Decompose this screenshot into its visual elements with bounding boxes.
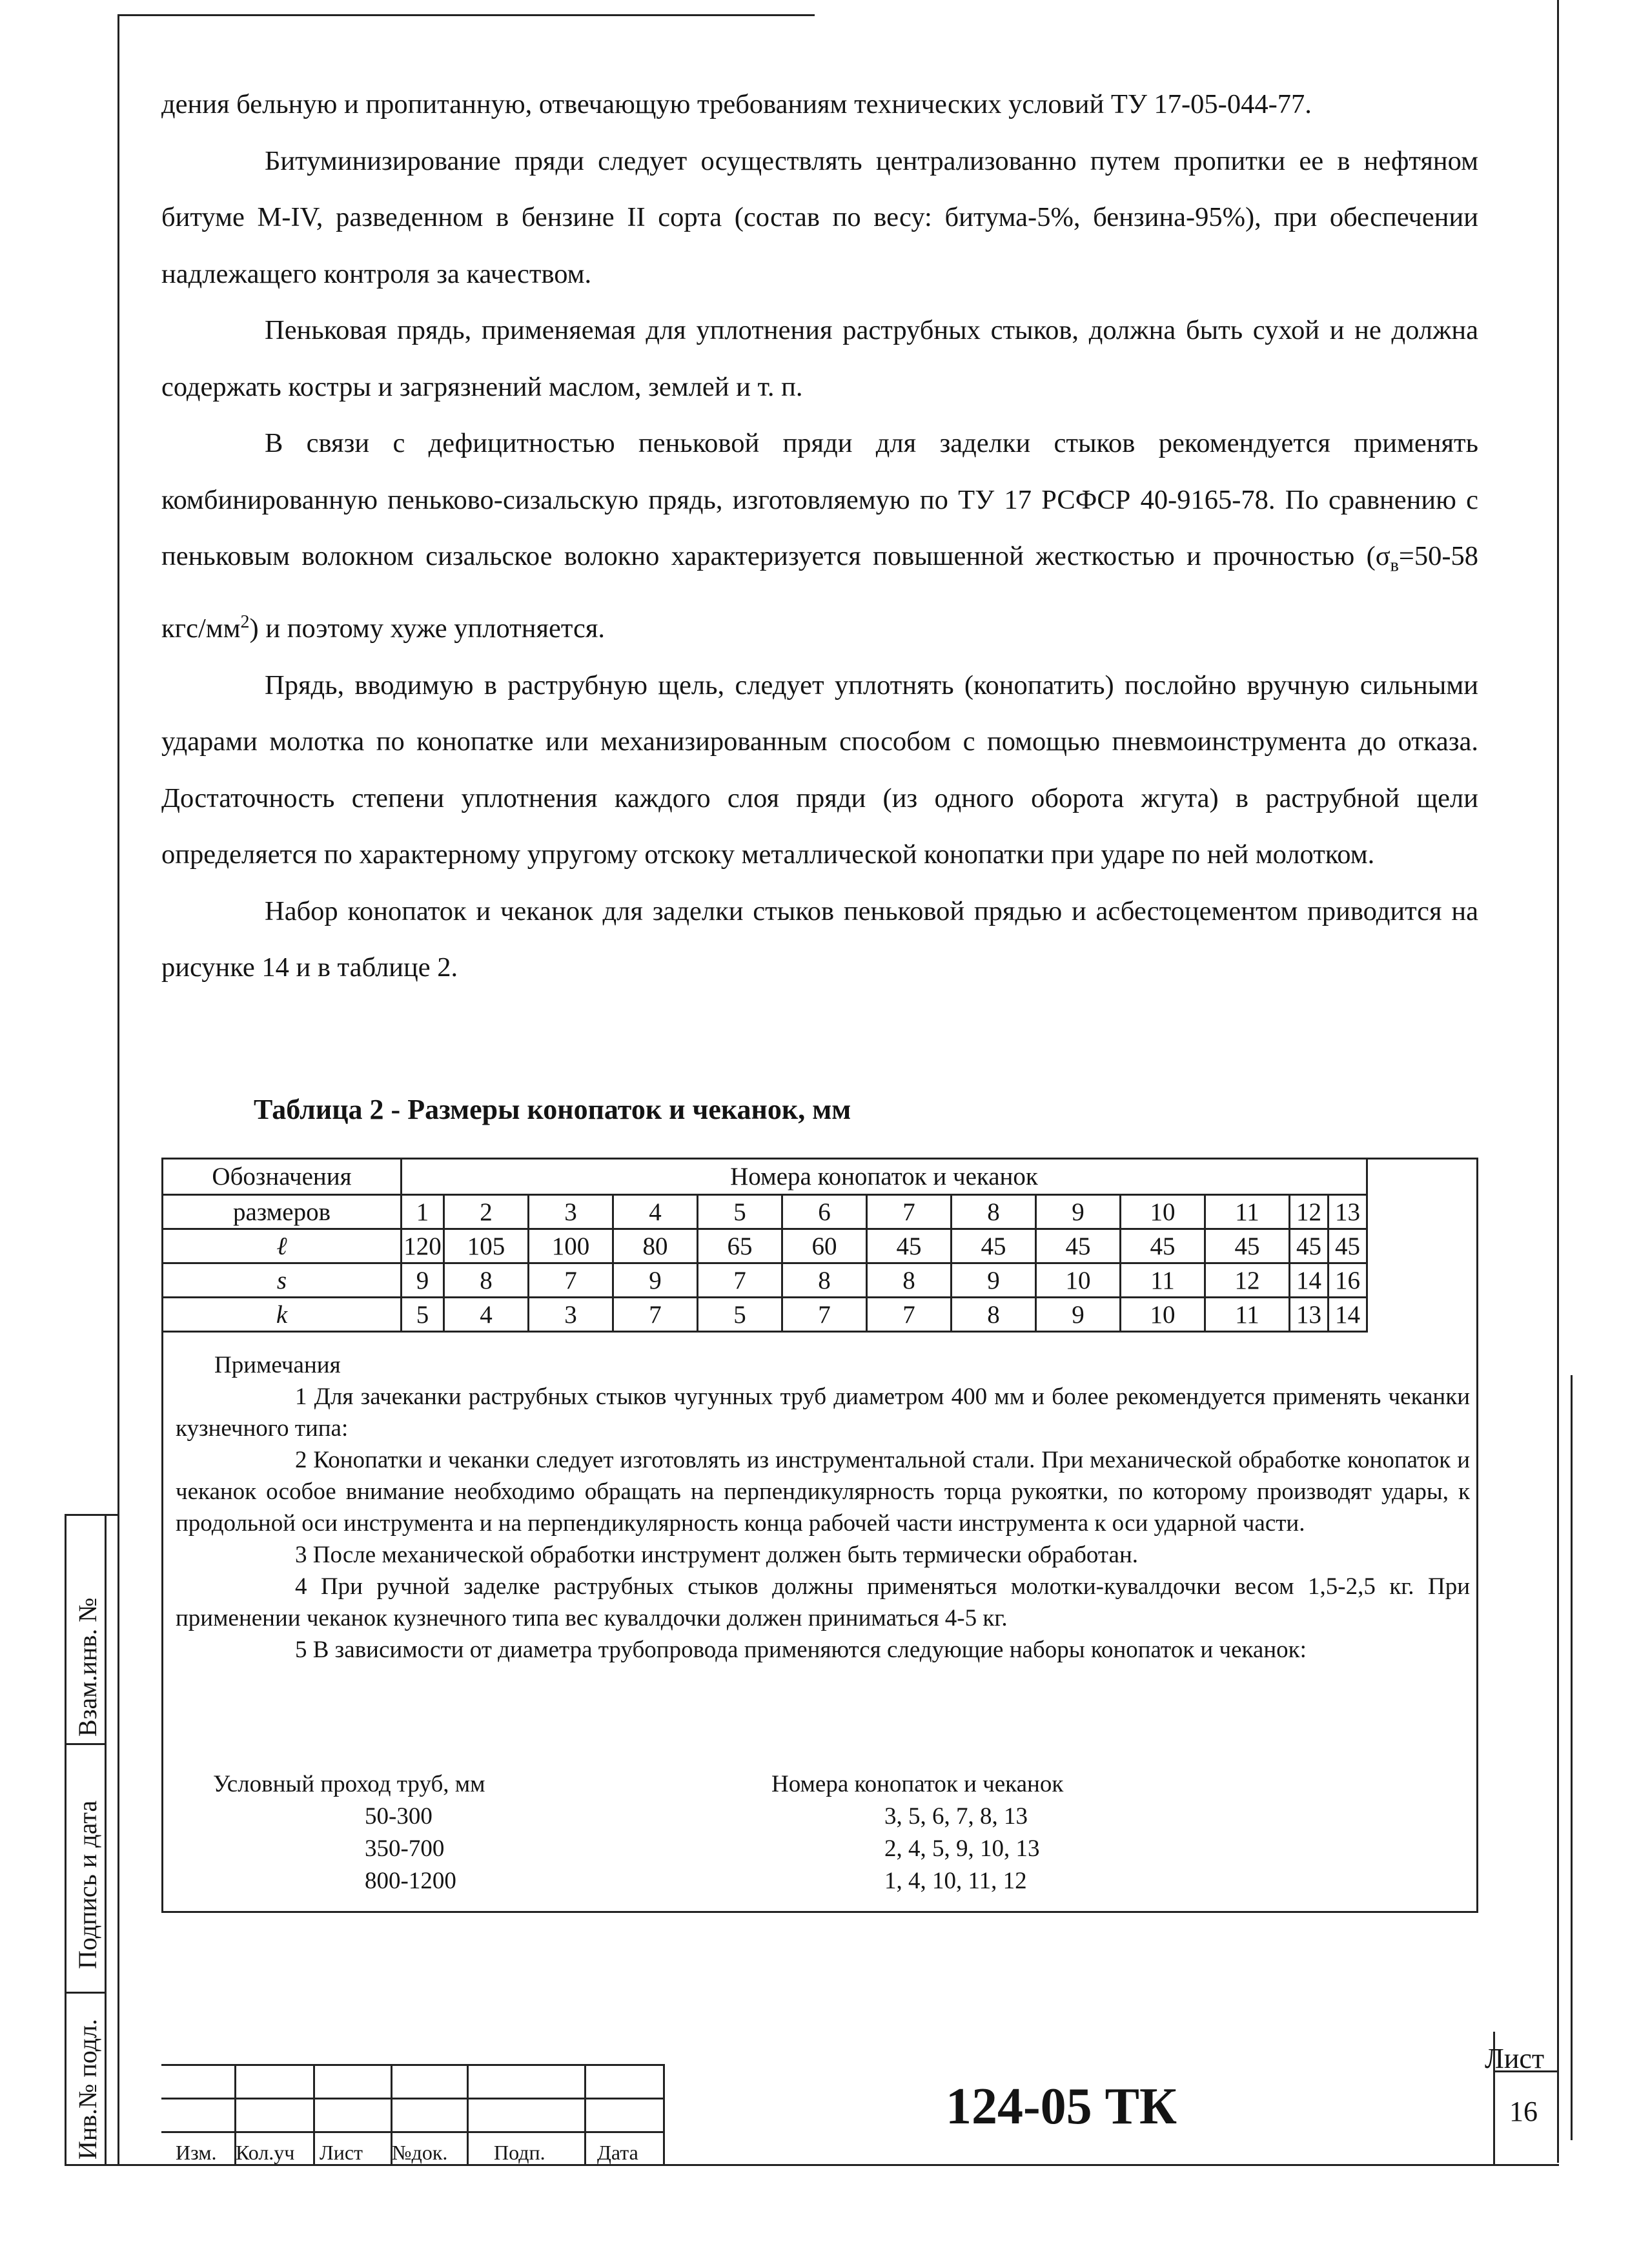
sets-header-numbers: Номера конопаток и чеканок: [771, 1771, 1064, 1797]
table-cell: 45: [1036, 1229, 1121, 1263]
table-cell: 9: [402, 1263, 444, 1298]
set-nums: 3, 5, 6, 7, 8, 13: [884, 1803, 1028, 1830]
column-number: 13: [1329, 1195, 1367, 1229]
column-number: 2: [444, 1195, 529, 1229]
side-label-signature-date: Подпись и дата: [73, 1800, 102, 1969]
column-number: 6: [782, 1195, 867, 1229]
paragraph-5: Прядь, вводимую в раструбную щель, следует уплотнять (конопатить) послойно вручную сильными ударами молотка по конопатке или механизированным способом с помощью пневмоинструмента до отказа. Достаточность степени уплотнения каждого слоя пряди (из одного оборота жгута) в раструбной щели определяется по характерному упругому отскоку металлической конопатки при ударе по ней молотком.: [161, 669, 1478, 870]
column-number: 3: [529, 1195, 613, 1229]
table-cell: 7: [529, 1263, 613, 1298]
stamp-label-signature: Подп.: [494, 2141, 545, 2164]
column-number: 1: [402, 1195, 444, 1229]
column-number: 11: [1205, 1195, 1290, 1229]
table-cell: 5: [698, 1298, 782, 1332]
stamp-label-date: Дата: [597, 2141, 638, 2164]
table-cell: 9: [1036, 1298, 1121, 1332]
stamp-label-sheet: Лист: [320, 2141, 363, 2164]
column-number: 12: [1290, 1195, 1329, 1229]
size-symbol: ℓ: [163, 1229, 402, 1263]
table-cell: 5: [402, 1298, 444, 1332]
table-cell: 14: [1290, 1263, 1329, 1298]
frame-right-inner-line: [1571, 1375, 1573, 2140]
table-cell: 45: [1121, 1229, 1205, 1263]
note-4: 4 При ручной заделке раструбных стыков должны применяться молотки-кувалдочки весом 1,5-2,5 кг. При применении чеканок кузнечного типа вес кувалдочки должен приниматься 4-5 кг.: [176, 1573, 1470, 1631]
paragraph-1: дения бельную и пропитанную, отвечающую требованиям технических условий ТУ 17-05-044-77.: [161, 89, 1312, 119]
table-cell: 11: [1205, 1298, 1290, 1332]
frame-top-line: [117, 14, 815, 16]
table-cell: 8: [444, 1263, 529, 1298]
paragraph-3: Пеньковая прядь, применяемая для уплотнения раструбных стыков, должна быть сухой и не должна содержать костры и загрязнений маслом, землей и т. п.: [161, 315, 1478, 402]
table-cell: 16: [1329, 1263, 1367, 1298]
paragraph-4: В связи с дефицитностью пеньковой пряди для заделки стыков рекомендуется применять комбинированную пеньково-сизальскую прядь, изготовляемую по ТУ 17 РСФСР 40-9165-78. По сравнению с пеньковым волокном сизальское волокно характеризуется повышенной жесткостью и прочностью ($\sigma_в=50-58$ кгс/$мм^2$) и поэтому хуже уплотняется.: [161, 428, 1478, 644]
table-cell: 13: [1290, 1298, 1329, 1332]
size-symbol: s: [163, 1263, 402, 1298]
set-dn: 800-1200: [365, 1868, 456, 1894]
table-cell: 45: [1329, 1229, 1367, 1263]
table-cell: 80: [613, 1229, 698, 1263]
table-cell: 45: [1290, 1229, 1329, 1263]
stamp-label-change: Изм.: [176, 2141, 217, 2164]
table-cell: 9: [613, 1263, 698, 1298]
set-nums: 2, 4, 5, 9, 10, 13: [884, 1835, 1040, 1862]
table-cell: 7: [867, 1298, 952, 1332]
dimensions-grid: [161, 1158, 1368, 1333]
table-caption: Таблица 2 - Размеры конопаток и чеканок, мм: [254, 1094, 851, 1125]
table-cell: 7: [698, 1263, 782, 1298]
side-label-replacement-inventory: Взам.инв. №: [73, 1597, 102, 1737]
column-number: 7: [867, 1195, 952, 1229]
table-row: [163, 1298, 1367, 1332]
table-cell: 3: [529, 1298, 613, 1332]
title-block: [161, 2064, 1559, 2165]
frame-left-line: [117, 14, 119, 2164]
header-sizes: размеров: [163, 1195, 402, 1229]
column-number: 5: [698, 1195, 782, 1229]
notes-title: Примечания: [214, 1352, 341, 1378]
table-cell: 7: [782, 1298, 867, 1332]
column-number: 4: [613, 1195, 698, 1229]
header-numbers-title: Номера конопаток и чеканок: [402, 1159, 1367, 1195]
table-cell: 10: [1036, 1263, 1121, 1298]
sheet-label: Лист: [1485, 2043, 1545, 2074]
table-cell: 100: [529, 1229, 613, 1263]
set-dn: 350-700: [365, 1835, 445, 1862]
table-cell: 105: [444, 1229, 529, 1263]
table-cell: 4: [444, 1298, 529, 1332]
sets-header-diameter: Условный проход труб, мм: [213, 1771, 485, 1797]
set-dn: 50-300: [365, 1803, 433, 1830]
paragraph-6: Набор конопаток и чеканок для заделки стыков пеньковой прядью и асбестоцементом приводится на рисунке 14 и в таблице 2.: [161, 895, 1478, 983]
table-cell: 45: [952, 1229, 1036, 1263]
body-text: [161, 76, 1478, 996]
table-cell: 45: [1205, 1229, 1290, 1263]
note-1: 1 Для зачеканки раструбных стыков чугунных труб диаметром 400 мм и более рекомендуется применять чеканки кузнечного типа:: [176, 1384, 1470, 1442]
table-cell: 7: [613, 1298, 698, 1332]
column-number: 9: [1036, 1195, 1121, 1229]
sheet-number: 16: [1509, 2096, 1538, 2127]
table-cell: 11: [1121, 1263, 1205, 1298]
header-designations: Обозначения: [163, 1159, 402, 1195]
table-cell: 8: [867, 1263, 952, 1298]
size-symbol: k: [163, 1298, 402, 1332]
stamp-label-doc-number: №док.: [392, 2141, 448, 2164]
table-row: [163, 1263, 1367, 1298]
table-cell: 45: [867, 1229, 952, 1263]
table-cell: 10: [1121, 1298, 1205, 1332]
table-cell: 120: [402, 1229, 444, 1263]
note-3: 3 После механической обработки инструмент должен быть термически обработан.: [295, 1542, 1139, 1568]
table-cell: 8: [782, 1263, 867, 1298]
stamp-label-count: Кол.уч: [236, 2141, 295, 2164]
note-5: 5 В зависимости от диаметра трубопровода применяются следующие наборы конопаток и чеканок:: [295, 1637, 1307, 1663]
note-2: 2 Конопатки и чеканки следует изготовлять из инструментальной стали. При механической обработке конопаток и чеканок особое внимание необходимо обращать на перпендикулярность торца рукоятки, по которому производят удары, к продольной оси инструмента и на перпендикулярность конца рабочей части инструмента к оси ударной части.: [176, 1447, 1470, 1537]
table-notes: [176, 1349, 1470, 1666]
frame-right-line: [1557, 0, 1559, 2163]
side-stamp: [65, 1514, 107, 2164]
table-row: [163, 1229, 1367, 1263]
paragraph-2: Битуминизирование пряди следует осуществлять централизованно путем пропитки ее в нефтяном битуме М-IV, разведенном в бензине II сорта (состав по весу: битума-5%, бензина-95%), при обеспечении надлежащего контроля за качеством.: [161, 145, 1478, 289]
document-code: 124-05 ТК: [946, 2078, 1177, 2135]
table-cell: 9: [952, 1263, 1036, 1298]
table-cell: 65: [698, 1229, 782, 1263]
column-number: 10: [1121, 1195, 1205, 1229]
set-nums: 1, 4, 10, 11, 12: [884, 1868, 1027, 1894]
table-cell: 14: [1329, 1298, 1367, 1332]
side-label-original-inventory: Инв.№ подл.: [73, 2019, 102, 2160]
column-number: 8: [952, 1195, 1036, 1229]
table-cell: 60: [782, 1229, 867, 1263]
table-cell: 8: [952, 1298, 1036, 1332]
table-cell: 12: [1205, 1263, 1290, 1298]
